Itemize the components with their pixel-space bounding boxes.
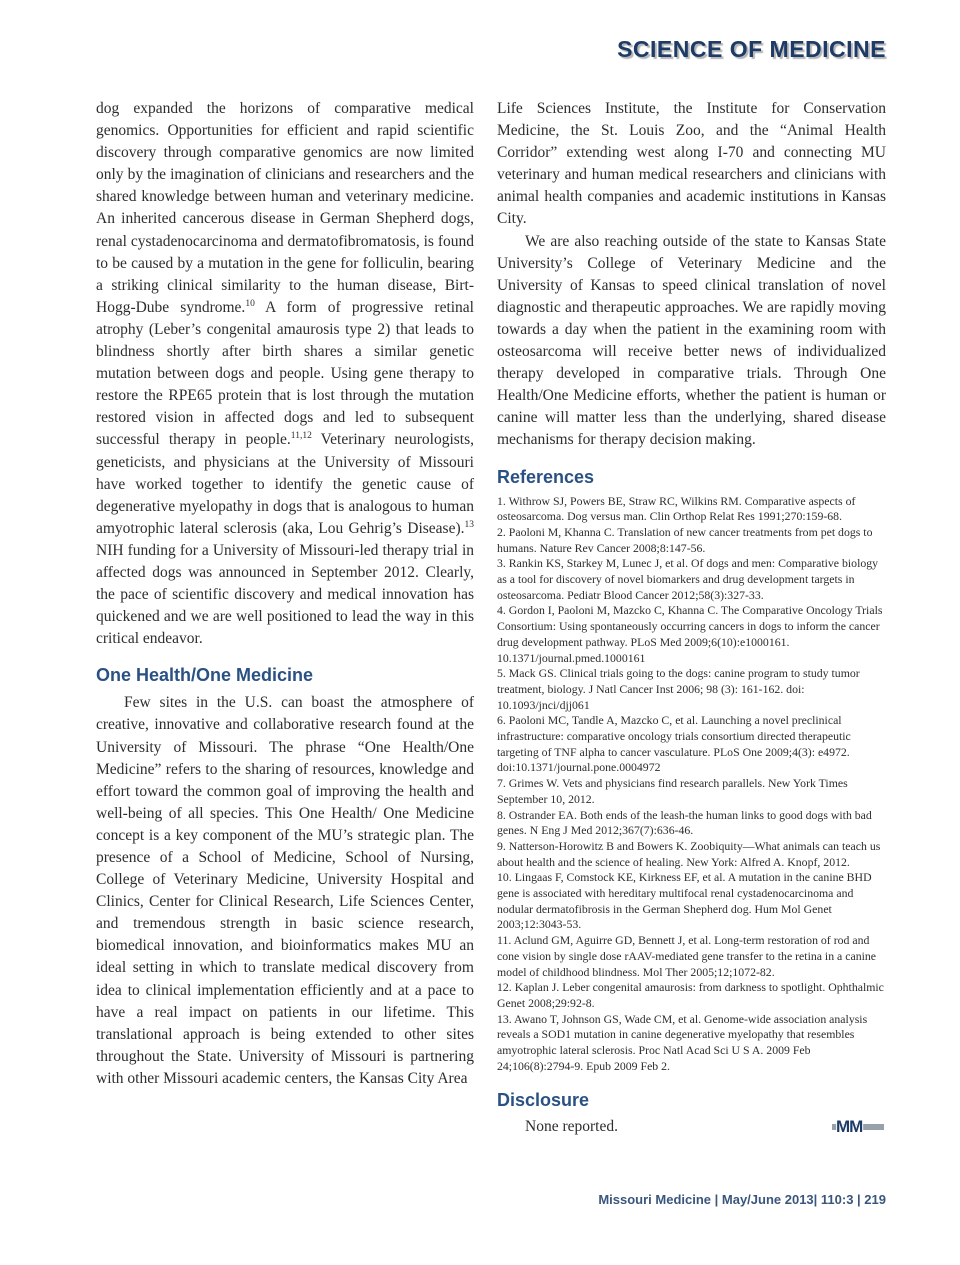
reference-item: 3. Rankin KS, Starkey M, Lunec J, et al. Of dogs and men: Comparative biology as a tool for discovery of novel biomarkers and drug development targets in osteosarcoma. Pediatr Blood Cancer 2012;58(3):327-33. — [497, 556, 879, 602]
article-body — [96, 98, 886, 1137]
missouri-medicine-logo — [832, 1117, 884, 1137]
page-header — [96, 36, 886, 63]
journal-section-banner: SCIENCE OF MEDICINE — [617, 36, 886, 62]
reference-item: 5. Mack GS. Clinical trials going to the dogs: canine program to study tumor treatment, biology. J Natl Cancer Inst 2006; 98 (3): 161-162. doi: 10.1093/jnci/djj061 — [497, 666, 860, 712]
reference-item: 6. Paoloni MC, Tandle A, Mazcko C, et al. Launching a novel preclinical infrastructure: comparative oncology trials consortium directed therapeutic targeting of TNF alpha to cancer vasculature. PLoS One 2009;4(3): e4972. doi:10.1371/journal.pone.0004972 — [497, 713, 851, 775]
reference-item: 2. Paoloni M, Khanna C. Translation of new cancer treatments from pet dogs to humans. Nature Rev Cancer 2008;8:147-56. — [497, 524, 873, 555]
page-footer-citation: Missouri Medicine | May/June 2013| 110:3 | 219 — [598, 1192, 886, 1207]
continuation-paragraph: Life Sciences Institute, the Institute for Conservation Medicine, the St. Louis Zoo, and the “Animal Health Corridor” extending west along I-70 and connecting MU veterinary and human medical researchers and clinicians with animal health companies and academic institutions in Kansas City. — [497, 100, 886, 228]
reference-item: 8. Ostrander EA. Both ends of the leash-the human links to good dogs with bad genes. N Eng J Med 2012;367(7):636-46. — [497, 807, 872, 838]
outreach-paragraph: We are also reaching outside of the state to Kansas State University’s College of Veterinary Medicine and the University of Kansas to speed clinical translation of novel diagnostic and therapeutic approaches. We are rapidly moving towards a day when the patient in the examining room with osteosarcoma will receive better news of individualized therapy developed in comparative trials. Through One Health/One Medicine efforts, whether the patient is human or canine will matter less than the underlying, shared disease mechanisms for therapy decision making. — [497, 232, 886, 449]
section-heading-one-health: One Health/One Medicine — [96, 665, 314, 686]
section-heading-disclosure: Disclosure — [497, 1089, 590, 1110]
reference-item: 7. Grimes W. Vets and physicians find research parallels. New York Times September 10, 2012. — [497, 776, 848, 806]
reference-item: 11. Aclund GM, Aguirre GD, Bennett J, et al. Long-term restoration of rod and cone vision by single dose rAAV-mediated gene transfer to the retina in a canine model of childhood blindness. Mol Ther 2005;12;1072-82. — [497, 933, 877, 979]
right-column — [497, 98, 886, 1137]
disclosure-row — [497, 1117, 886, 1137]
reference-item: 13. Awano T, Johnson GS, Wade CM, et al. Genome-wide association analysis reveals a SOD1 mutation in canine degenerative myelopathy that resembles amyotrophic lateral sclerosis. Proc Natl Acad Sci U S A. 2009 Feb 24;106(8):2794-9. Epub 2009 Feb 2. — [497, 1011, 868, 1073]
reference-item: 1. Withrow SJ, Powers BE, Straw RC, Wilkins RM. Comparative aspects of osteosarcoma. Dog versus man. Clin Orthop Relat Res 1991;270:159-68. — [497, 493, 856, 524]
reference-item: 4. Gordon I, Paoloni M, Mazcko C, Khanna C. The Comparative Oncology Trials Consortium: Using spontaneously occurring cancers in dogs to inform the cancer drug development pathway. PLoS Med 2009;6(10):e1000161. 10.1371/journal.pmed.1000161 — [497, 603, 883, 665]
section-heading-references: References — [497, 466, 595, 487]
disclosure-text: None reported. — [525, 1117, 618, 1135]
intro-paragraph: dog expanded the horizons of comparative medical genomics. Opportunities for efficient and rapid scientific discovery through comparative genomics are now limited only by the imagination of clinicians and researchers and the shared knowledge between human and veterinary medicine. An inherited cancerous disease in German Shepherd dogs, renal cystadenocarcinoma and dermatofibromatosis, is found to be caused by a mutation in the gene for folliculin, bearing a striking clinical similarity to the human disease, Birt-Hogg-Dube syndrome.$^{10}$ A form of progressive retinal atrophy (Leber’s congenital amaurosis type 2) that leads to blindness shortly after birth shares a similar genetic mutation between dogs and people. Using gene therapy to restore the RPE65 protein that is lost through the mutation restored vision in affected dogs and led to subsequent successful therapy in people.$^{11,12}$ Veterinary neurologists, geneticists, and physicians at the University of Missouri have worked together to identify the genetic cause of degenerative myelopathy in dogs that is analogous to human amyotrophic lateral sclerosis (aka, Lou Gehrig’s Disease).$^{13}$ NIH funding for a University of Missouri-led therapy trial in affected dogs was announced in September 2012. Clearly, the pace of scientific discovery and medical innovation has quickened and we are well positioned to lead the way in this critical endeavor. — [96, 100, 474, 648]
logo-initials: MM — [836, 1116, 863, 1136]
left-column — [96, 98, 474, 1137]
reference-item: 12. Kaplan J. Leber congenital amaurosis: from darkness to spotlight. Ophthalmic Genet 2008;29:92-8. — [497, 980, 884, 1010]
reference-item: 10. Lingaas F, Comstock KE, Kirkness EF, et al. A mutation in the canine BHD gene is associated with hereditary multifocal renal cystadenocarcinoma and nodular dermatofibrosis in the German Shepherd dog. Hum Mol Genet 2003;12:3043-53. — [497, 870, 872, 932]
one-health-paragraph: Few sites in the U.S. can boast the atmosphere of creative, innovative and collaborative research found at the University of Missouri. The phrase “One Health/One Medicine” refers to the sharing of resources, knowledge and effort toward the common goal of improving the health and well-being of all species. This One Health/ One Medicine concept is a key component of the MU’s strategic plan. The presence of a School of Medicine, School of Nursing, College of Veterinary Medicine, University Hospital and Clinics, Center for Clinical Research, Life Sciences Center, and tremendous strength in basic science research, biomedical innovation, and bioinformatics makes MU an ideal setting in which to translate medical discovery from idea to clinical implementation efficiently and at a pace to have a real impact on patients in our lifetime. This translational approach is being extended to other sites throughout the State. University of Missouri is partnering with other Missouri academic centers, the Kansas City Area — [96, 694, 474, 1087]
reference-item: 9. Natterson-Horowitz B and Bowers K. Zoobiquity—What animals can teach us about health and the science of healing. New York: Alfred A. Knopf, 2012. — [497, 838, 881, 869]
references-list — [497, 494, 886, 1075]
